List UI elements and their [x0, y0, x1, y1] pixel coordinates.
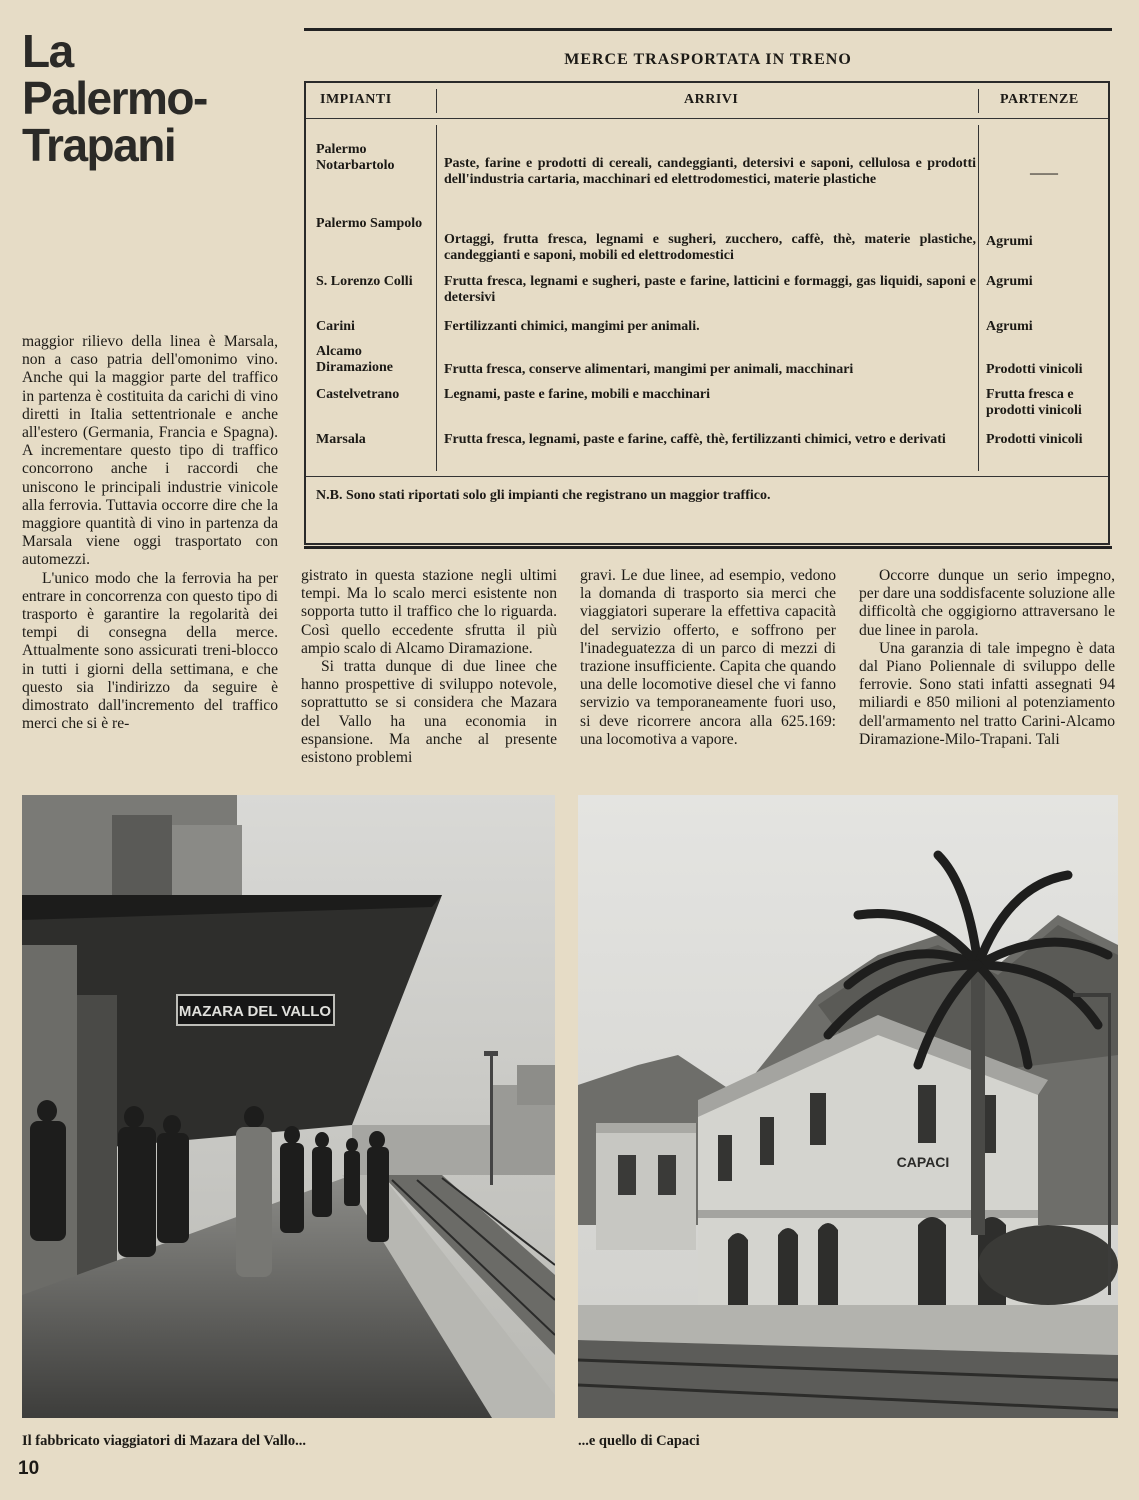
headline-line-1: La [22, 25, 73, 77]
cell-impianto: Castelvetrano [316, 387, 400, 402]
cell-partenze: —— [1030, 166, 1058, 181]
article-headline [22, 25, 242, 171]
paragraph: Una garanzia di tale impegno è data dal Piano Poliennale di sviluppo delle ferrovie. Sono stati infatti assegnati 94 miliardi e 850 milioni al potenziamento dell'armamento nel tratto Carini-Alcamo Diramazione-Milo-Trapani. Tali [859, 639, 1115, 748]
cell-arrivi: Frutta fresca, legnami, paste e farine, caffè, thè, fertilizzanti chimici, vetro e derivati [444, 432, 946, 447]
column-divider-2 [978, 125, 979, 471]
cell-arrivi: Paste, farine e prodotti di cereali, candeggianti, detersivi e saponi, cellulosa e prodotti dell'industria cartaria, macchinari ed elettrodomestici, materie plastiche [444, 156, 976, 187]
page-number: 10 [18, 1458, 40, 1479]
freight-table [304, 81, 1110, 545]
photo-mazara-del-vallo [22, 795, 555, 1418]
station-sign: CAPACI [896, 1154, 950, 1170]
cell-impianto: Marsala [316, 432, 366, 447]
freight-table-section [304, 28, 1112, 549]
caption-left: Il fabbricato viaggiatori di Mazara del Vallo... [22, 1433, 306, 1449]
header-partenze: PARTENZE [1000, 92, 1079, 107]
text-column-4 [859, 567, 1115, 749]
header-impianti: IMPIANTI [320, 92, 392, 107]
header-divider [306, 118, 1108, 119]
cell-arrivi: Frutta fresca, conserve alimentari, mangimi per animali, macchinari [444, 362, 854, 377]
cell-impianto: Alcamo Diramazione [316, 344, 393, 375]
text-column-3 [580, 567, 836, 749]
text-column-2 [301, 567, 557, 767]
station-photo-illustration [578, 795, 1118, 1418]
cell-partenze: Agrumi [986, 234, 1033, 249]
paragraph: gravi. Le due linee, ad esempio, vedono la domanda di trasporto sia merci che viaggiatori superare la effettiva capacità del servizio offerto, e soffrono per l'inadeguatezza di un parco di mezzi di trazione insufficiente. Capita che quando una delle locomotive diesel che vi fanno servizio va temporaneamente fuori uso, si deve ricorrere ancora alla 625.169: una locomotiva a vapore. [580, 567, 836, 748]
station-photo-illustration [22, 795, 555, 1418]
cell-partenze: Prodotti vinicoli [986, 432, 1083, 447]
station-sign: MAZARA DEL VALLO [178, 1003, 332, 1020]
paragraph: L'unico modo che la ferrovia ha per entrare in concorrenza con questo tipo di trasporto è garantire la regolarità dei tempi di consegna della merce. Attualmente sono assicurati treni-blocco in tutti i giorni della settimana, e che questo sia l'indirizzo da seguire è dimostrato dall'incremento del traffico merci che si è re- [22, 569, 278, 733]
paragraph: maggior rilievo della linea è Marsala, non a caso patria dell'omonimo vino. Anche qui la maggior parte del traffico in partenza è costituita da carichi di vino diretti in Italia settentrionale e anche all'estero (Germania, Francia e Spagna). A incrementare questo tipo di traffico concorrono anche i raccordi che uniscono le principali industrie vinicole alla ferrovia. Tuttavia occorre dire che la maggiore quantità di vino in partenza da Marsala viene oggi trasportato con automezzi. [22, 333, 278, 569]
table-title: MERCE TRASPORTATA IN TRENO [564, 51, 852, 68]
caption-right: ...e quello di Capaci [578, 1433, 700, 1449]
cell-impianto: S. Lorenzo Colli [316, 274, 413, 289]
column-divider-1 [436, 125, 437, 471]
text-column-1 [22, 333, 278, 733]
cell-arrivi: Fertilizzanti chimici, mangimi per animali. [444, 319, 700, 334]
cell-arrivi: Ortaggi, frutta fresca, legnami e sugheri, zucchero, caffè, thè, materie plastiche, candeggianti e saponi, mobili ed elettrodomestici [444, 232, 976, 263]
header-arrivi: ARRIVI [684, 92, 739, 107]
cell-arrivi: Frutta fresca, legnami e sugheri, paste e farine, latticini e formaggi, gas liquidi, saponi e detersivi [444, 274, 976, 305]
paragraph: Si tratta dunque di due linee che hanno prospettive di sviluppo notevole, soprattutto se si considera che Mazara del Vallo ha una economia in espansione. Ma anche al presente esistono problemi [301, 658, 557, 767]
cell-impianto: Palermo Sampolo [316, 216, 423, 231]
cell-arrivi: Legnami, paste e farine, mobili e macchinari [444, 387, 710, 402]
cell-partenze: Agrumi [986, 274, 1033, 289]
photo-capaci [578, 795, 1118, 1418]
cell-impianto: Palermo Notarbartolo [316, 142, 395, 173]
table-note: N.B. Sono stati riportati solo gli impianti che registrano un maggior traffico. [316, 488, 771, 503]
headline-line-2: Palermo- [22, 72, 207, 124]
note-divider [306, 476, 1108, 477]
cell-partenze: Prodotti vinicoli [986, 362, 1083, 377]
header-divider-1 [436, 89, 437, 113]
paragraph: gistrato in questa stazione negli ultimi tempi. Ma lo scalo merci esistente non sopporta tutto il traffico che lo riguarda. Così quello eccedente sfrutta il più ampio scalo di Alcamo Diramazione. [301, 567, 557, 657]
cell-partenze: Frutta fresca e prodotti vinicoli [986, 387, 1082, 418]
cell-impianto: Carini [316, 319, 355, 334]
cell-partenze: Agrumi [986, 319, 1033, 334]
header-divider-2 [978, 89, 979, 113]
paragraph: Occorre dunque un serio impegno, per dare una soddisfacente soluzione alle difficoltà che oggigiorno attraversano le due linee in parola. [859, 567, 1115, 639]
headline-line-3: Trapani [22, 119, 176, 171]
